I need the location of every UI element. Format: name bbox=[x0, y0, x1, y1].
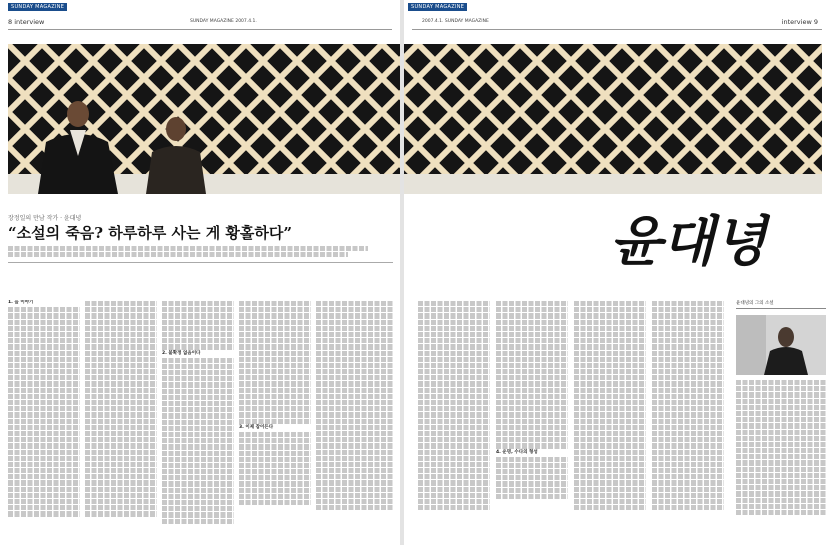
lattice-photo-art-right bbox=[404, 44, 822, 194]
left-issue-date: 2007.4.1. bbox=[235, 19, 257, 24]
sidebar-text bbox=[736, 379, 826, 539]
author-portrait-art bbox=[736, 315, 826, 375]
right-column-3 bbox=[574, 300, 646, 540]
article-headline: “소설의 죽음? 하루하루 사는 게 황홀하다” bbox=[8, 224, 292, 242]
right-magazine-name: SUNDAY MAGAZINE bbox=[444, 19, 489, 24]
body-column-1 bbox=[8, 300, 80, 540]
headline-deck bbox=[8, 245, 388, 258]
right-masthead-logo: SUNDAY MAGAZINE bbox=[408, 3, 467, 11]
left-lattice-photo bbox=[8, 44, 400, 194]
right-column-4 bbox=[652, 300, 724, 540]
body-column-4 bbox=[239, 300, 311, 540]
column-3-heading: 2. 불확정 없음이다 bbox=[162, 350, 201, 356]
left-section-rule bbox=[8, 15, 392, 30]
left-page-number: 8 bbox=[8, 18, 13, 26]
calligraphy-title bbox=[598, 204, 778, 276]
body-column-5 bbox=[316, 300, 394, 540]
right-column-2 bbox=[496, 300, 568, 540]
body-column-3 bbox=[162, 300, 234, 540]
left-section-name: interview bbox=[14, 18, 45, 26]
author-photo bbox=[736, 315, 826, 375]
author-sidebar bbox=[736, 300, 826, 540]
lattice-photo-art-left bbox=[8, 44, 400, 194]
right-column-2-heading: 4. 운명, 수다의 형성 bbox=[496, 449, 538, 455]
sidebar-title: 윤대녕의 그의 소설 bbox=[736, 300, 826, 309]
right-lattice-photo bbox=[404, 44, 822, 194]
right-page bbox=[404, 0, 830, 545]
deck-rule bbox=[8, 262, 393, 263]
right-section-name: interview bbox=[781, 18, 812, 26]
column-1-heading: 1. 늪 이야기 bbox=[8, 300, 34, 305]
right-section-rule bbox=[412, 15, 822, 30]
right-column-1 bbox=[418, 300, 490, 540]
masthead-logo: SUNDAY MAGAZINE bbox=[8, 3, 67, 11]
left-magazine-name: SUNDAY MAGAZINE bbox=[190, 19, 234, 24]
column-4-heading: 3. 이제 잠이든다 bbox=[239, 424, 274, 430]
article-kicker: 장정일의 만남 작가 · 윤대녕 bbox=[8, 215, 82, 222]
left-page bbox=[0, 0, 400, 545]
right-issue-date: 2007.4.1. bbox=[422, 19, 444, 24]
body-column-2 bbox=[85, 300, 157, 540]
calligraphy-text: 윤대녕 bbox=[609, 209, 767, 273]
right-page-number: 9 bbox=[813, 18, 818, 26]
